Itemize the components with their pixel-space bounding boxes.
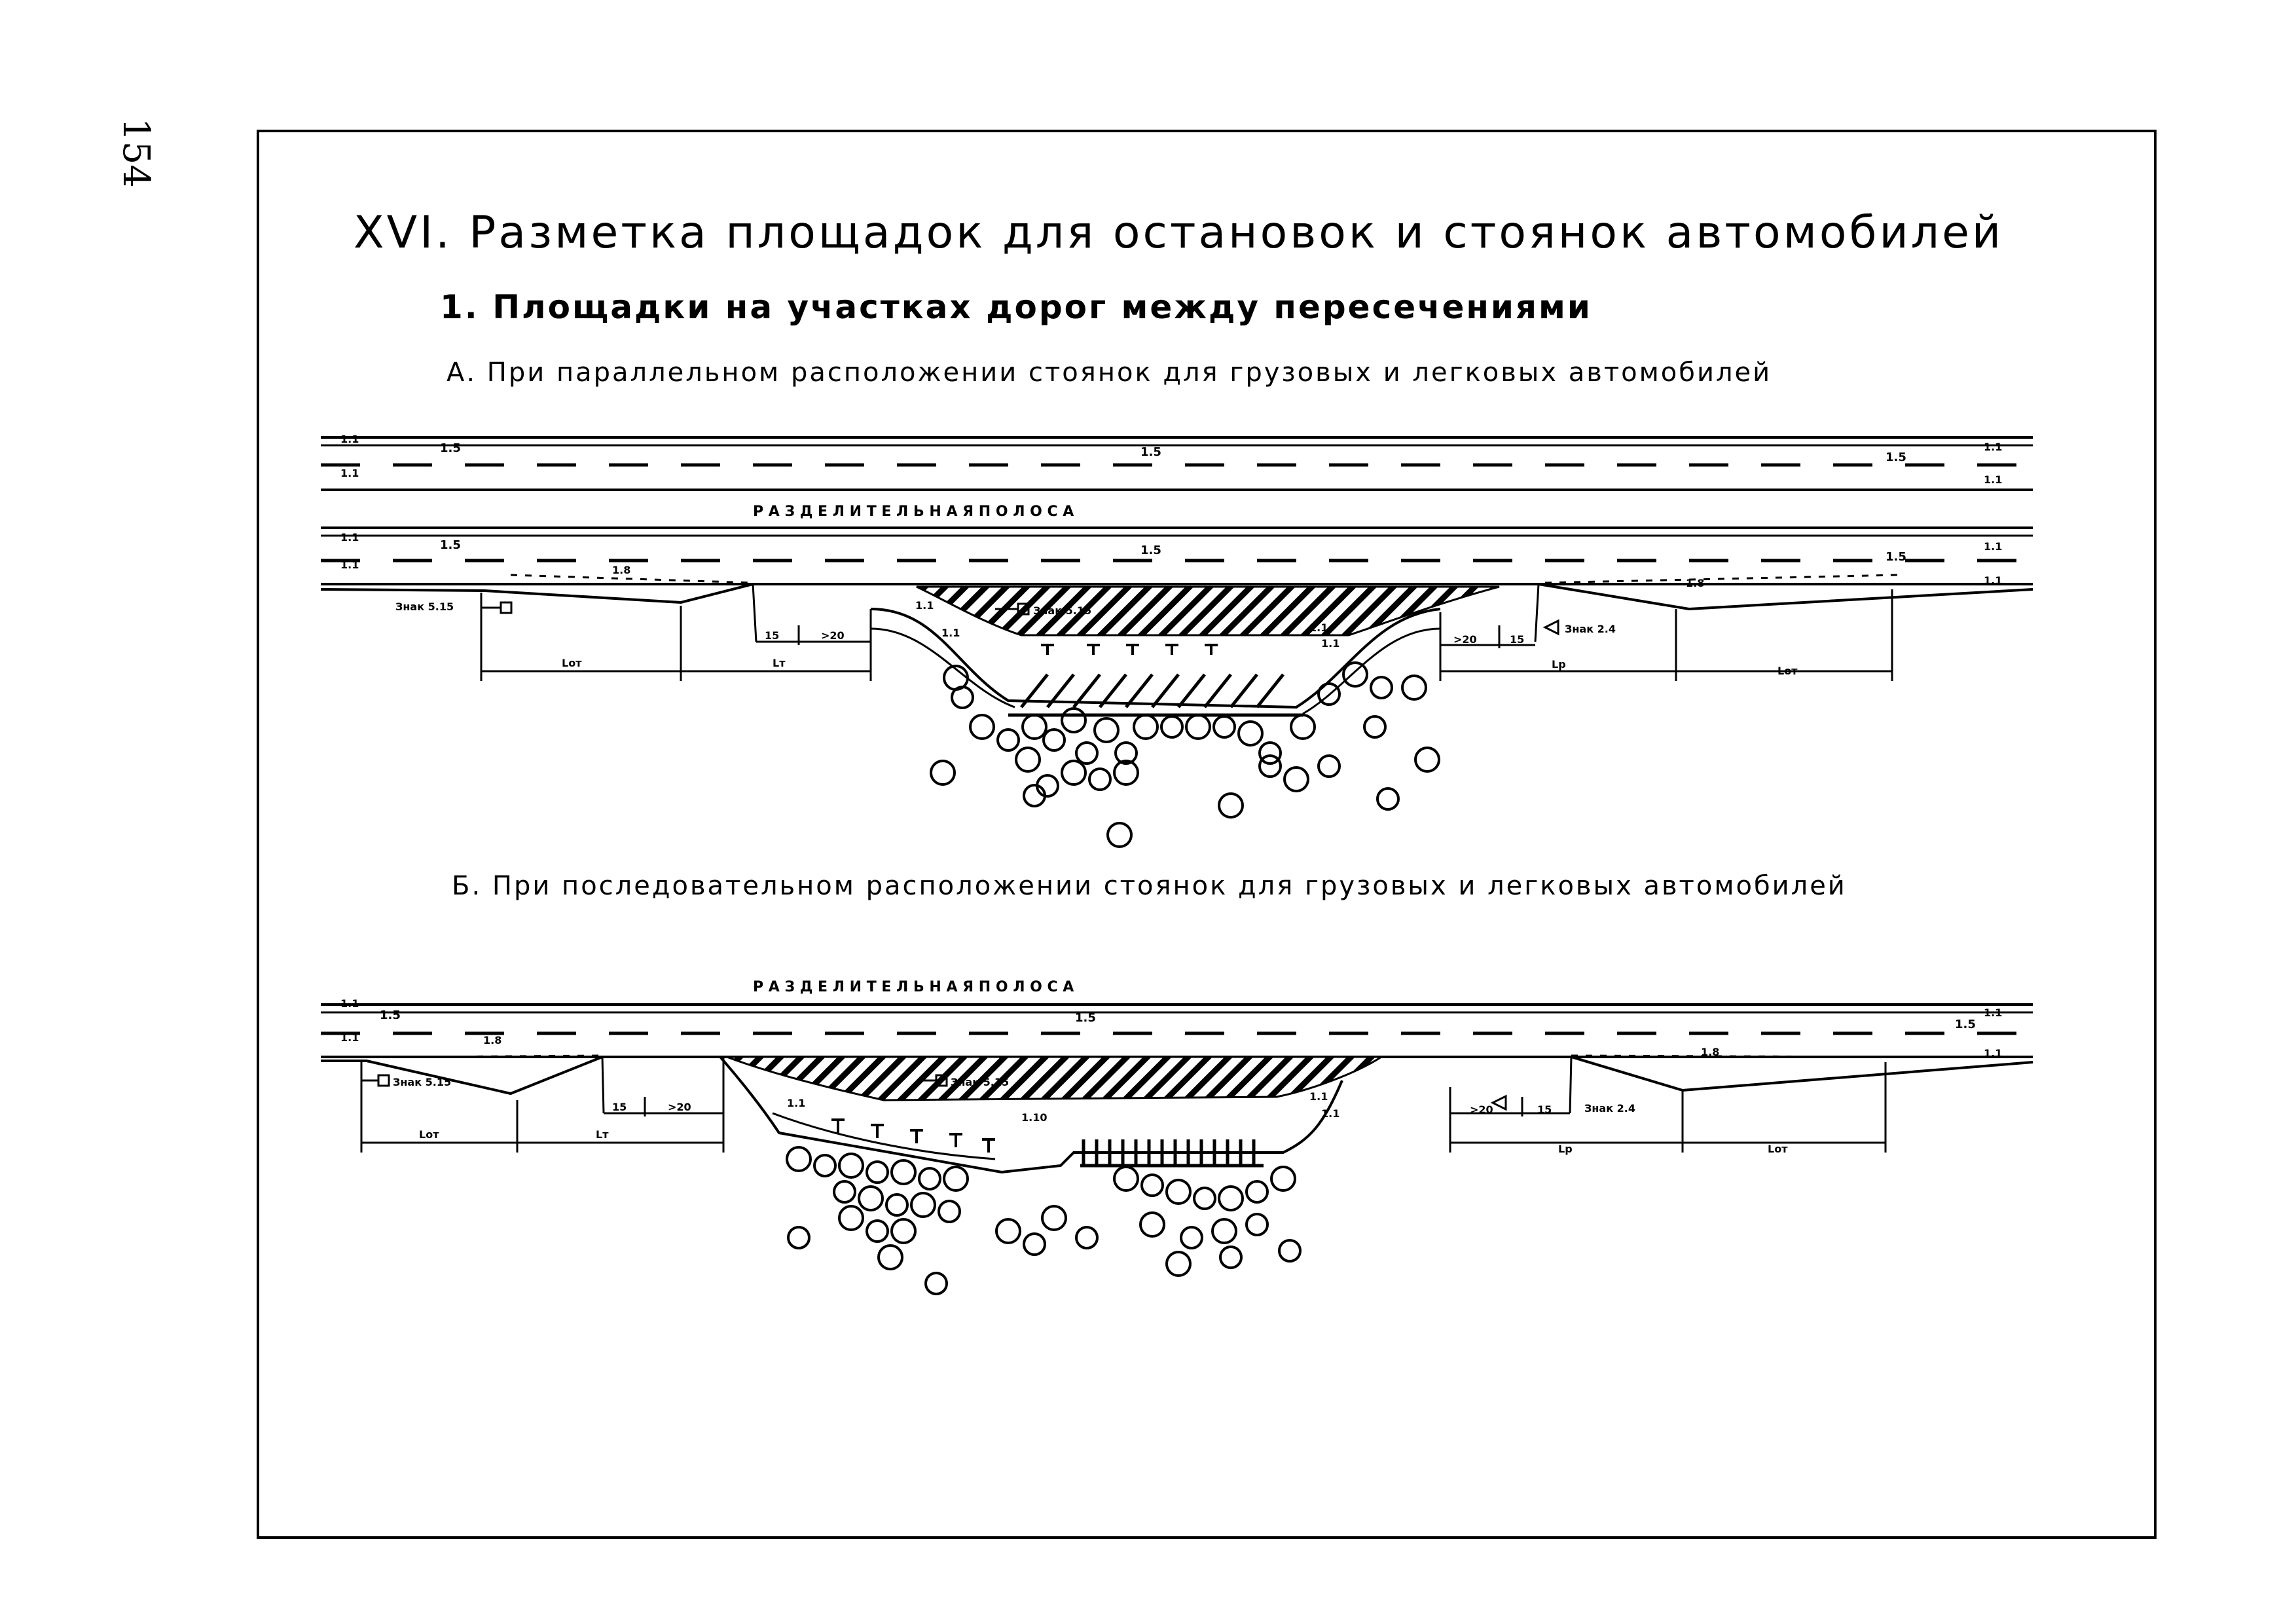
diagram-a-caption: А. При параллельном расположении стоянок для грузовых и легковых автомобилей bbox=[446, 358, 1772, 388]
dimension-label: 15 bbox=[612, 1101, 627, 1113]
sign-label: Знак 5.15 bbox=[951, 1076, 1010, 1088]
dimension-label: Lр bbox=[1558, 1143, 1573, 1155]
sign-label: Знак 2.4 bbox=[1565, 623, 1616, 635]
dimension-label: >20 bbox=[821, 629, 845, 642]
sign-label: Знак 5.15 bbox=[393, 1076, 452, 1088]
marking-label: 1.1 bbox=[1984, 441, 2003, 453]
dimension-label: Lот bbox=[1768, 1143, 1788, 1155]
marking-label: 1.8 bbox=[612, 564, 631, 576]
marking-label: 1.5 bbox=[440, 441, 461, 455]
dimension-label: >20 bbox=[1453, 633, 1477, 646]
marking-label: 1.5 bbox=[1140, 445, 1161, 459]
parking-stalls-a bbox=[1008, 674, 1303, 715]
marking-label: 1.5 bbox=[1075, 1011, 1096, 1025]
marking-label: 1.5 bbox=[1140, 544, 1161, 557]
hatched-island-a bbox=[917, 587, 1499, 635]
marking-label: 1.10 bbox=[1021, 1111, 1048, 1124]
marking-label: 1.1 bbox=[1321, 1107, 1340, 1120]
marking-label: 1.1 bbox=[340, 997, 359, 1010]
dimension-label: Lот bbox=[419, 1128, 439, 1141]
marking-label: 1.1 bbox=[1984, 540, 2003, 553]
dimension-label: Lт bbox=[596, 1128, 609, 1141]
dimension-label: >20 bbox=[668, 1101, 691, 1113]
marking-label: 1.1 bbox=[1321, 637, 1340, 650]
marking-label: 1.5 bbox=[380, 1008, 401, 1022]
marking-label: 1.1 bbox=[1984, 574, 2003, 587]
marking-label: 1.8 bbox=[1686, 577, 1705, 589]
dimension-label: Lот bbox=[562, 657, 582, 669]
dimension-label: 15 bbox=[765, 629, 780, 642]
marking-label: 1.1 bbox=[1984, 1047, 2003, 1060]
dimension-label: Lр bbox=[1552, 658, 1566, 671]
marking-label: 1.5 bbox=[440, 538, 461, 552]
trees-a bbox=[931, 663, 1439, 847]
marking-label: 1.5 bbox=[1955, 1018, 1976, 1031]
divider-label-b: Р А З Д Е Л И Т Е Л Ь Н А Я П О Л О С А bbox=[753, 979, 1074, 995]
marking-label: 1.1 bbox=[915, 599, 934, 612]
diagram-b-caption: Б. При последовательном расположении стоянок для грузовых и легковых автомобилей bbox=[452, 871, 1847, 901]
marking-label: 1.1 bbox=[787, 1097, 806, 1109]
page-number: 154 bbox=[115, 118, 157, 188]
section-subtitle: 1. Площадки на участках дорог между пересечениями bbox=[440, 288, 1592, 326]
dimension-label: Lот bbox=[1777, 665, 1798, 677]
marking-label: 1.1 bbox=[340, 467, 359, 479]
marking-label: 1.1 bbox=[1309, 1090, 1328, 1103]
sign-label: Знак 2.4 bbox=[1584, 1102, 1635, 1115]
dimension-label: >20 bbox=[1470, 1103, 1493, 1116]
dimension-label: 15 bbox=[1537, 1103, 1552, 1116]
marking-label: 1.1 bbox=[1984, 473, 2003, 486]
marking-label: 1.5 bbox=[1886, 550, 1906, 564]
marking-label: 1.5 bbox=[1886, 451, 1906, 464]
marking-label: 1.1 bbox=[340, 559, 359, 571]
marking-label: 1.1 bbox=[941, 627, 960, 639]
marking-label: 1.1 bbox=[340, 531, 359, 544]
hatched-island-b bbox=[727, 1057, 1381, 1100]
dimension-label: 15 bbox=[1510, 633, 1525, 646]
marking-label: 1.8 bbox=[1701, 1046, 1720, 1058]
divider-label-a: Р А З Д Е Л И Т Е Л Ь Н А Я П О Л О С А bbox=[753, 504, 1074, 520]
dimension-label: Lт bbox=[773, 657, 786, 669]
diagram-a bbox=[321, 437, 2033, 847]
trees-b bbox=[787, 1147, 1300, 1294]
marking-label: 1.1 bbox=[1984, 1006, 2003, 1019]
sign-label: Знак 5.15 bbox=[1033, 604, 1092, 617]
marking-label: 1.8 bbox=[483, 1034, 502, 1046]
page-title: XVI. Разметка площадок для остановок и стоянок автомобилей bbox=[354, 207, 2004, 259]
sign-label: Знак 5.15 bbox=[395, 600, 454, 613]
marking-label: 1.1 bbox=[340, 433, 359, 445]
marking-label: 1.1 bbox=[340, 1031, 359, 1044]
marking-label: 1.1 bbox=[1309, 621, 1328, 634]
